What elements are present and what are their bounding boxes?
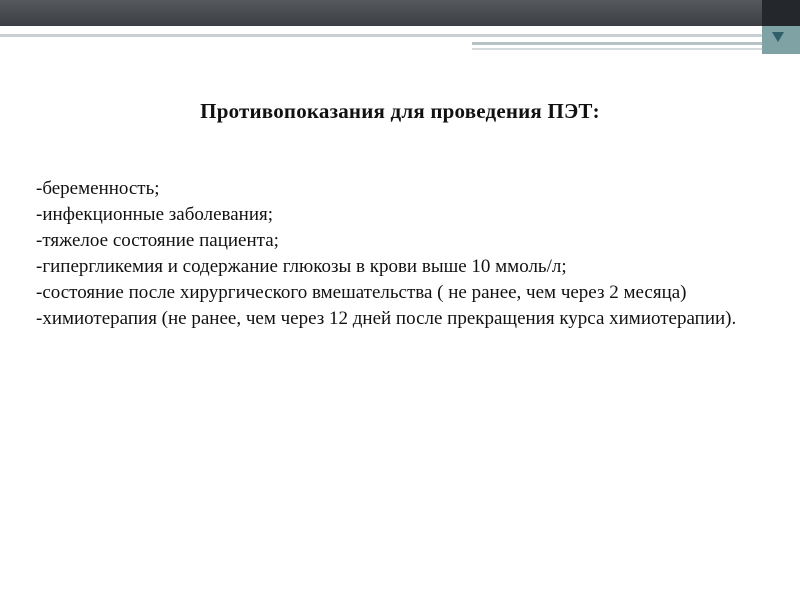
decorative-stripe <box>472 48 762 50</box>
list-item: -химиотерапия (не ранее, чем через 12 дней после прекращения курса химиотерапии). <box>36 308 737 329</box>
list-item: -беременность; <box>36 178 160 199</box>
slide-title: Противопоказания для проведения ПЭТ: <box>200 99 600 123</box>
list-item: -инфекционные заболевания; <box>36 204 274 225</box>
decorative-stripe <box>472 42 762 45</box>
decorative-stripe <box>0 34 762 37</box>
list-item: -тяжелое состояние пациента; <box>36 230 279 251</box>
top-decorative-bar <box>0 0 800 26</box>
list-item: -состояние после хирургического вмешательства ( не ранее, чем через 2 месяца) <box>36 282 687 303</box>
triangle-marker-icon <box>772 32 784 42</box>
corner-accent-dark <box>762 0 800 26</box>
contraindications-list <box>36 176 756 332</box>
list-item: -гипергликемия и содержание глюкозы в крови выше 10 ммоль/л; <box>36 256 567 277</box>
